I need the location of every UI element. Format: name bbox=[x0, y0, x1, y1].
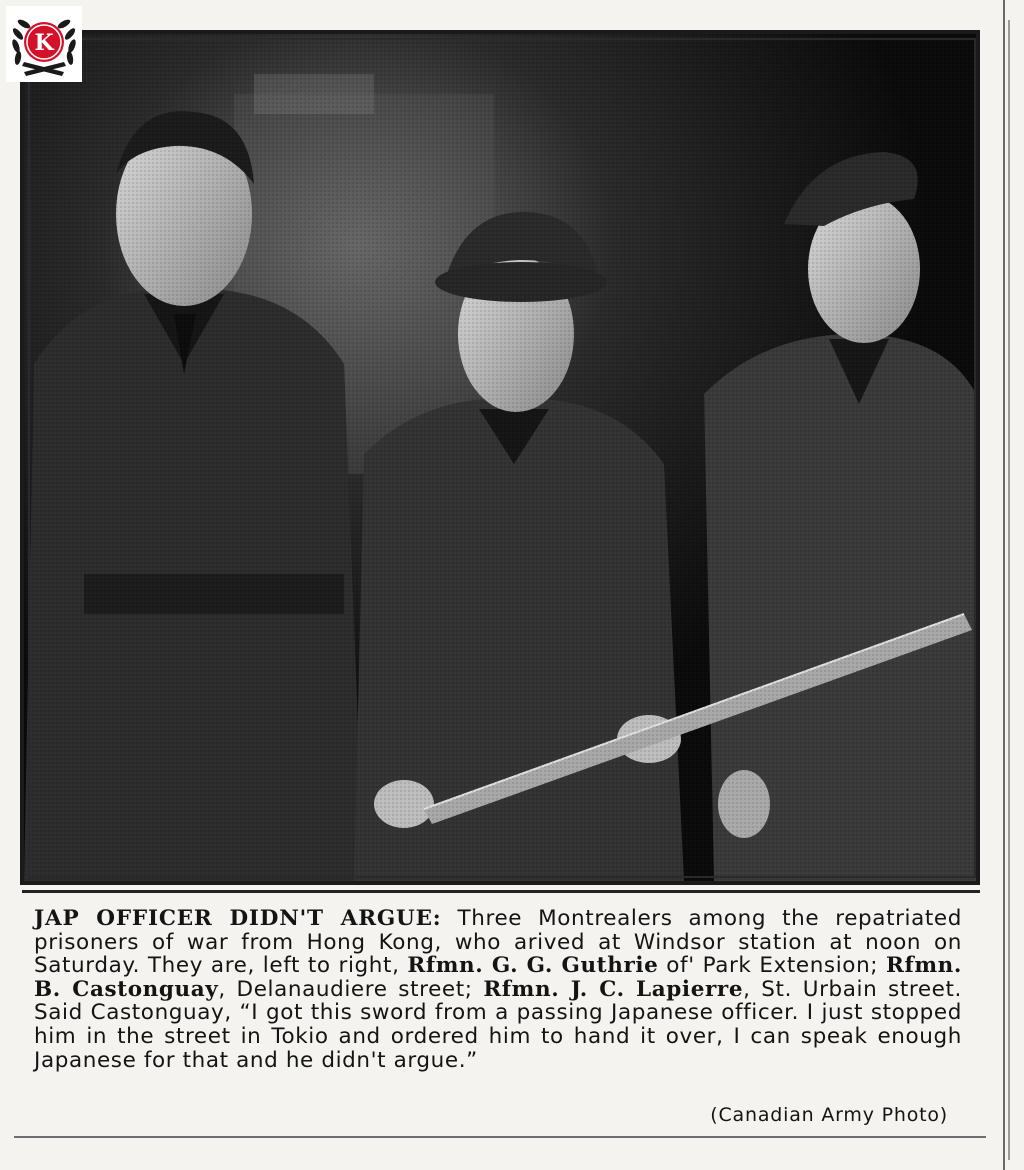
news-photo bbox=[20, 30, 980, 885]
bottom-rule bbox=[14, 1136, 986, 1138]
caption-text: of' Park Extension; bbox=[658, 953, 887, 979]
caption-text: Three Montrealers among the repatriated prisoners of war from Hong Kong, who arived at Windsor station at noon on Saturday. They are, left to right, bbox=[34, 906, 962, 979]
svg-text:K: K bbox=[34, 30, 54, 56]
caption-name-lapierre: Rfmn. J. C. Lapierre bbox=[483, 976, 744, 1002]
photo-caption bbox=[34, 907, 962, 1072]
photo-illustration bbox=[24, 34, 976, 881]
caption-name-guthrie: Rfmn. G. G. Guthrie bbox=[407, 953, 659, 979]
caption-text: , St. Urbain street. Said Castonguay, “I got this sword from a passing Japanese officer. I just stopped him in the street in Tokio and ordered him to hand it over, I can speak enough Japanese for that and he didn't argue.” bbox=[34, 976, 962, 1073]
column-rule bbox=[1003, 0, 1005, 1170]
caption-text: , Delanaudiere street; bbox=[218, 976, 484, 1002]
photo-credit: (Canadian Army Photo) bbox=[710, 1104, 948, 1126]
caption-headline: JAP OFFICER DIDN'T ARGUE: bbox=[34, 906, 442, 931]
caption-name-castonguay: Rfmn. B. Castonguay bbox=[34, 953, 962, 1002]
photo-bottom-rule bbox=[22, 890, 980, 893]
laurel-k-badge-icon bbox=[6, 6, 82, 82]
column-rule-secondary bbox=[1008, 20, 1010, 1160]
